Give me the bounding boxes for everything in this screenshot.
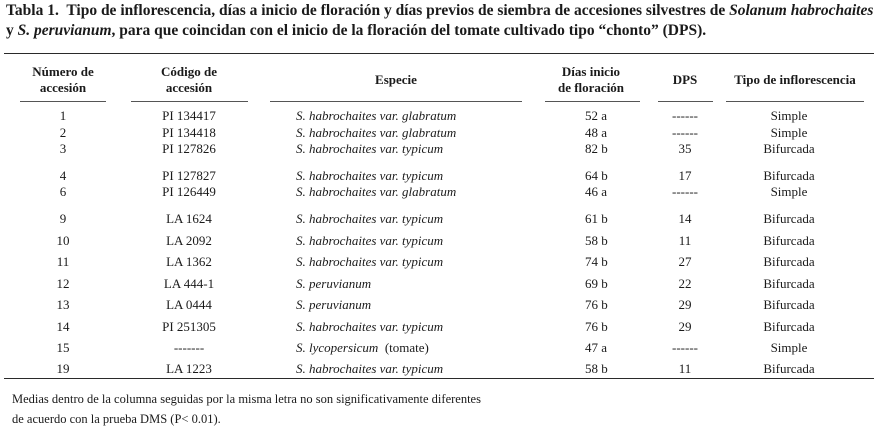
days-group-letter: a [601,108,608,123]
species-name: S. habrochaites var. typicum [296,254,444,269]
species-name: S. habrochaites var. glabratum [296,184,457,199]
header-days-line1: Días inicio [561,64,621,79]
cell-accession-number: 10 [56,233,70,248]
days-group-letter: b [601,254,608,269]
species-name: S. lycopersicum [296,340,379,355]
header-underline-days [545,101,640,102]
header-num-line2: accesión [39,80,87,95]
cell-species [296,318,443,335]
cell-species [296,360,443,377]
footnote-line-2: de acuerdo con la prueba DMS (P< 0.01). [12,412,221,426]
cell-dps: ------ [672,125,698,140]
cell-inflorescence: Simple [770,125,808,140]
cell-days-flowering [576,296,608,313]
species-name: S. habrochaites var. typicum [296,211,444,226]
cell-accession-number: 13 [56,297,70,312]
cell-species [296,232,443,249]
days-value: 46 [585,184,598,199]
header-underline-num [20,101,106,102]
days-value: 64 [585,168,598,183]
cell-days-flowering [576,140,608,157]
days-group-letter: a [601,184,608,199]
cell-accession-number: 3 [59,141,67,156]
cell-species [296,275,371,292]
days-value: 58 [585,233,598,248]
days-group-letter: b [601,233,608,248]
header-num-line1: Número de [32,64,94,79]
cell-species [296,107,456,124]
cell-days-flowering [576,167,608,184]
header-underline-code [131,101,248,102]
cell-inflorescence: Simple [770,184,808,199]
cell-inflorescence: Bifurcada [763,233,815,248]
cell-inflorescence: Bifurcada [763,319,815,334]
cell-dps: 11 [678,361,692,376]
cell-inflorescence: Bifurcada [763,141,815,156]
cell-accession-code: PI 134417 [162,108,216,123]
cell-species [296,183,456,200]
days-group-letter: b [601,297,608,312]
cell-accession-code: ------- [173,340,205,355]
header-accession-number [32,64,94,96]
header-underline-inflorescence [726,101,864,102]
table-row [0,275,879,292]
cell-days-flowering [576,339,607,356]
cell-dps: ------ [672,340,698,355]
cell-dps: 14 [678,211,692,226]
cell-species [296,339,429,356]
table-row [0,318,879,335]
header-underline-species [270,101,522,102]
header-accession-code [161,64,217,96]
table-row [0,253,879,270]
caption-text-2: y [6,22,18,39]
cell-species [296,210,443,227]
caption-italic-2: S. peruvianum [17,22,112,39]
cell-dps: ------ [672,108,698,123]
days-value: 69 [585,276,598,291]
species-name: S. habrochaites var. typicum [296,168,444,183]
cell-accession-code: PI 134418 [162,125,216,140]
cell-accession-code: PI 126449 [162,184,216,199]
table-row [0,183,879,200]
cell-accession-number: 14 [56,319,70,334]
days-value: 47 [585,340,598,355]
cell-days-flowering [576,210,608,227]
cell-days-flowering [576,232,608,249]
days-group-letter: b [601,361,608,376]
cell-accession-number: 1 [59,108,67,123]
cell-accession-number: 2 [59,125,67,140]
table-row [0,107,879,124]
cell-inflorescence: Simple [770,340,808,355]
cell-dps: 22 [678,276,692,291]
cell-dps: 35 [678,141,692,156]
days-value: 82 [585,141,598,156]
cell-species [296,253,443,270]
header-underline-dps [658,101,713,102]
days-value: 52 [585,108,598,123]
cell-accession-number: 19 [56,361,70,376]
species-name: S. peruvianum [296,276,372,291]
cell-dps: 29 [678,297,692,312]
cell-accession-code: PI 127826 [162,141,216,156]
cell-species [296,124,456,141]
cell-days-flowering [576,253,608,270]
cell-accession-number: 15 [56,340,70,355]
table-row [0,124,879,141]
table-top-rule [4,53,874,54]
caption-text-1: Tipo de inflorescencia, días a inicio de floración y días previos de siembra de accesiones silvestres de [66,2,730,19]
species-name: S. peruvianum [296,297,372,312]
days-value: 76 [585,297,598,312]
header-code-line2: accesión [165,80,213,95]
cell-inflorescence: Bifurcada [763,361,815,376]
days-group-letter: a [601,340,608,355]
header-days-flowering [558,64,624,96]
species-name: S. habrochaites var. typicum [296,361,444,376]
species-name: S. habrochaites var. typicum [296,319,444,334]
cell-accession-code: LA 444-1 [163,276,215,291]
table-row [0,339,879,356]
table-row [0,167,879,184]
cell-inflorescence: Bifurcada [763,211,815,226]
cell-accession-code: LA 1223 [166,361,212,376]
cell-species [296,140,443,157]
table-row [0,140,879,157]
cell-accession-code: LA 0444 [166,297,212,312]
cell-accession-number: 6 [59,184,67,199]
cell-days-flowering [576,360,608,377]
table-bottom-rule [4,378,874,379]
days-group-letter: b [601,211,608,226]
days-group-letter: a [601,125,608,140]
days-group-letter: b [601,168,608,183]
species-name: S. habrochaites var. typicum [296,141,444,156]
table-row [0,232,879,249]
species-note: (tomate) [384,340,429,355]
header-species: Especie [375,72,417,87]
days-value: 48 [585,125,598,140]
days-value: 74 [585,254,598,269]
cell-inflorescence: Bifurcada [763,254,815,269]
cell-dps: 27 [678,254,692,269]
days-group-letter: b [601,141,608,156]
cell-accession-code: LA 1362 [166,254,212,269]
cell-accession-number: 11 [56,254,70,269]
table-caption [6,1,874,41]
cell-days-flowering [576,124,607,141]
table-row [0,296,879,313]
species-name: S. habrochaites var. glabratum [296,108,457,123]
cell-accession-number: 9 [59,211,67,226]
caption-text-3: , para que coincidan con el inicio de la floración del tomate cultivado tipo “chonto” (DPS). [111,22,707,39]
days-value: 76 [585,319,598,334]
footnote-line-1: Medias dentro de la columna seguidas por la misma letra no son significativamente diferentes [12,392,481,406]
cell-days-flowering [576,275,608,292]
cell-dps: 11 [678,233,692,248]
header-inflorescence: Tipo de inflorescencia [734,72,856,87]
cell-days-flowering [576,318,608,335]
cell-dps: 17 [678,168,692,183]
days-group-letter: b [601,319,608,334]
caption-italic-1: Solanum habrochaites [729,2,874,19]
header-days-line2: de floración [557,80,625,95]
table-row [0,360,879,377]
cell-species [296,296,371,313]
table-row [0,210,879,227]
cell-accession-code: LA 2092 [166,233,212,248]
cell-dps: ------ [672,184,698,199]
cell-accession-code: LA 1624 [166,211,212,226]
cell-dps: 29 [678,319,692,334]
cell-inflorescence: Simple [770,108,808,123]
caption-label: Tabla 1. [6,2,59,19]
cell-days-flowering [576,183,607,200]
cell-inflorescence: Bifurcada [763,276,815,291]
days-group-letter: b [601,276,608,291]
species-name: S. habrochaites var. typicum [296,233,444,248]
cell-accession-number: 12 [56,276,70,291]
days-value: 61 [585,211,598,226]
species-name: S. habrochaites var. glabratum [296,125,457,140]
days-value: 58 [585,361,598,376]
cell-days-flowering [576,107,607,124]
cell-accession-code: PI 127827 [162,168,216,183]
cell-inflorescence: Bifurcada [763,168,815,183]
header-code-line1: Código de [161,64,217,79]
cell-accession-code: PI 251305 [162,319,216,334]
cell-inflorescence: Bifurcada [763,297,815,312]
cell-species [296,167,443,184]
cell-accession-number: 4 [59,168,67,183]
header-dps: DPS [672,72,698,87]
